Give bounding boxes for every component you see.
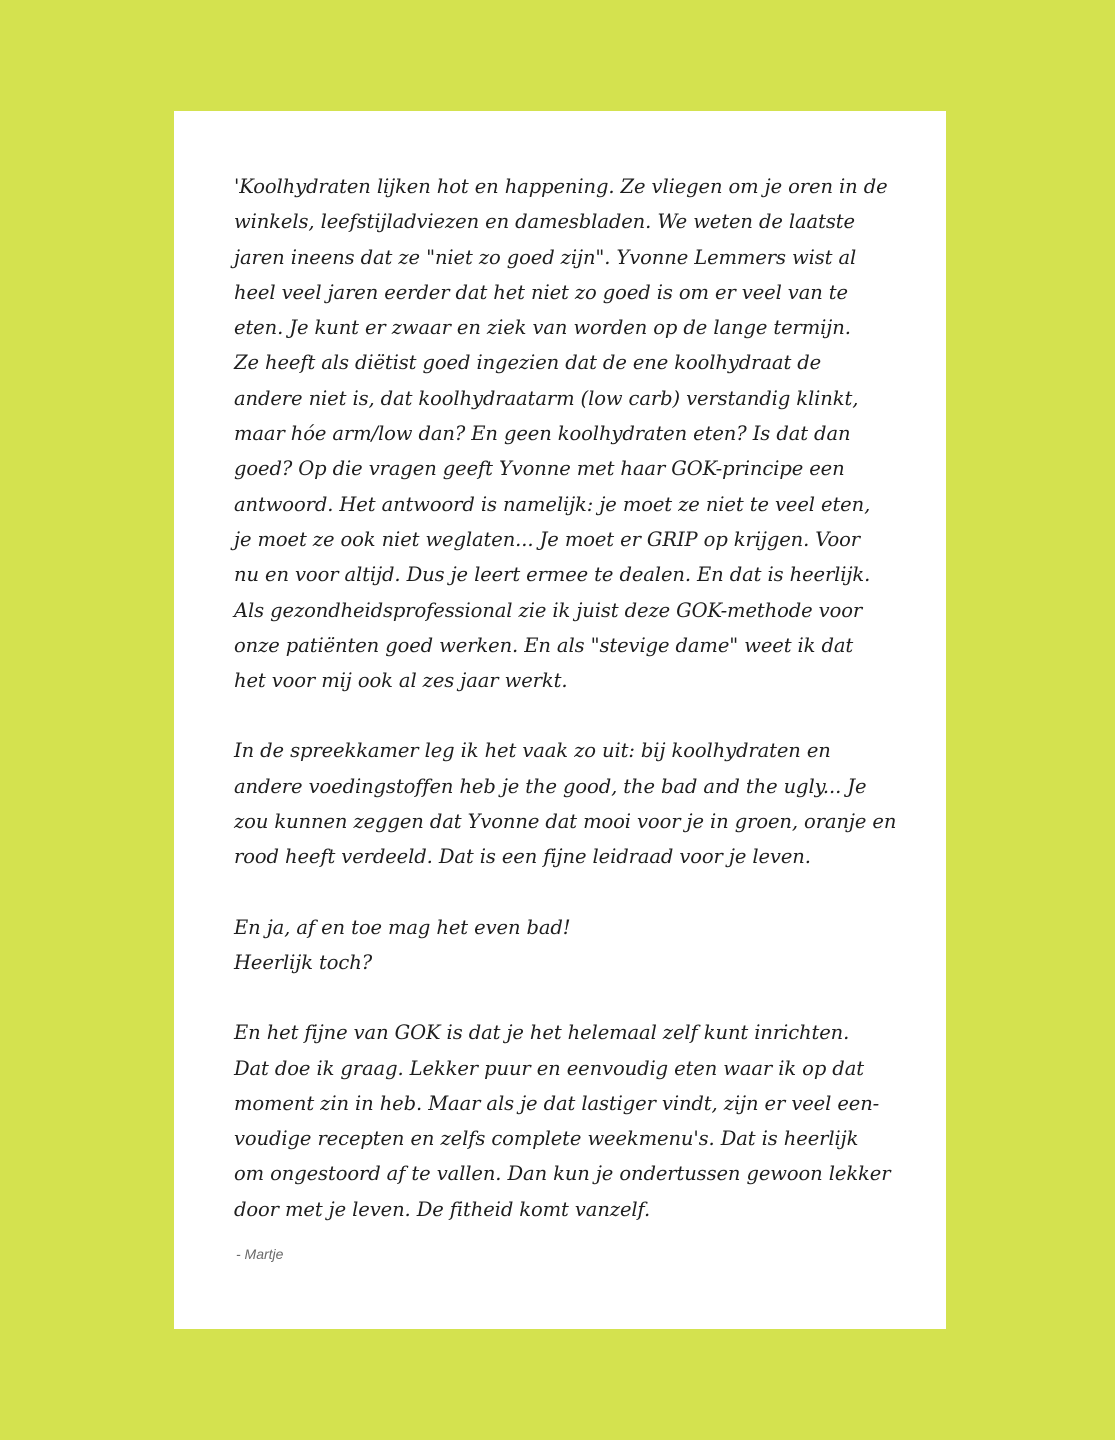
- text-line: In de spreekkamer leg ik het vaak zo uit: bij koolhydraten en: [234, 739, 831, 763]
- paragraph-gap: [234, 980, 894, 1015]
- text-line: Dat doe ik graag. Lekker puur en eenvoudig eten waar ik op dat: [234, 1056, 864, 1080]
- text-line: heel veel jaren eerder dat het niet zo goed is om er veel van te: [234, 280, 848, 304]
- signature: - Martje: [236, 1246, 284, 1262]
- text-line: maar hóe arm/low dan? En geen koolhydraten eten? Is dat dan: [234, 422, 851, 446]
- text-line: andere niet is, dat koolhydraatarm (low carb) verstandig klinkt,: [234, 386, 859, 410]
- text-line: jaren ineens dat ze "niet zo goed zijn". Yvonne Lemmers wist al: [234, 245, 857, 269]
- text-line: je moet ze ook niet weglaten... Je moet er GRIP op krijgen. Voor: [234, 527, 860, 551]
- text-line: 'Koolhydraten lijken hot en happening. Ze vliegen om je oren in de: [234, 175, 888, 198]
- text-line: nu en voor altijd. Dus je leert ermee te dealen. En dat is heerlijk.: [234, 563, 871, 587]
- text-line: En het fijne van GOK is dat je het helemaal zelf kunt inrichten.: [234, 1021, 850, 1045]
- page-card: [174, 111, 946, 1329]
- paragraph-gap: [234, 875, 894, 910]
- text-line: antwoord. Het antwoord is namelijk: je moet ze niet te veel eten,: [234, 492, 871, 516]
- paragraph-gap: [234, 698, 894, 733]
- text-line: eten. Je kunt er zwaar en ziek van worden op de lange termijn.: [234, 316, 851, 340]
- text-line: het voor mij ook al zes jaar werkt.: [234, 669, 568, 693]
- text-line: winkels, leefstijladviezen en damesbladen. We weten de laatste: [234, 210, 855, 234]
- text-line: Als gezondheidsprofessional zie ik juist deze GOK-methode voor: [234, 598, 863, 622]
- text-line: zou kunnen zeggen dat Yvonne dat mooi voor je in groen, oranje en: [234, 810, 897, 834]
- text-line: En ja, af en toe mag het even bad!: [234, 915, 571, 939]
- text-line: goed? Op die vragen geeft Yvonne met haar GOK-principe een: [234, 457, 845, 481]
- text-line: rood heeft verdeeld. Dat is een fijne leidraad voor je leven.: [234, 845, 811, 869]
- quote-text: [234, 169, 897, 1227]
- text-line: Heerlijk toch?: [234, 950, 373, 974]
- text-line: Ze heeft als diëtist goed ingezien dat de ene koolhydraat de: [234, 351, 822, 375]
- text-line: onze patiënten goed werken. En als "stevige dame" weet ik dat: [234, 633, 854, 657]
- text-line: voudige recepten en zelfs complete weekmenu's. Dat is heerlijk: [234, 1127, 859, 1151]
- text-line: door met je leven. De fitheid komt vanzelf.: [234, 1197, 651, 1221]
- text-line: om ongestoord af te vallen. Dan kun je ondertussen gewoon lekker: [234, 1162, 891, 1186]
- text-line: moment zin in heb. Maar als je dat lastiger vindt, zijn er veel een-: [234, 1091, 880, 1115]
- text-line: andere voedingstoffen heb je the good, the bad and the ugly... Je: [234, 774, 867, 798]
